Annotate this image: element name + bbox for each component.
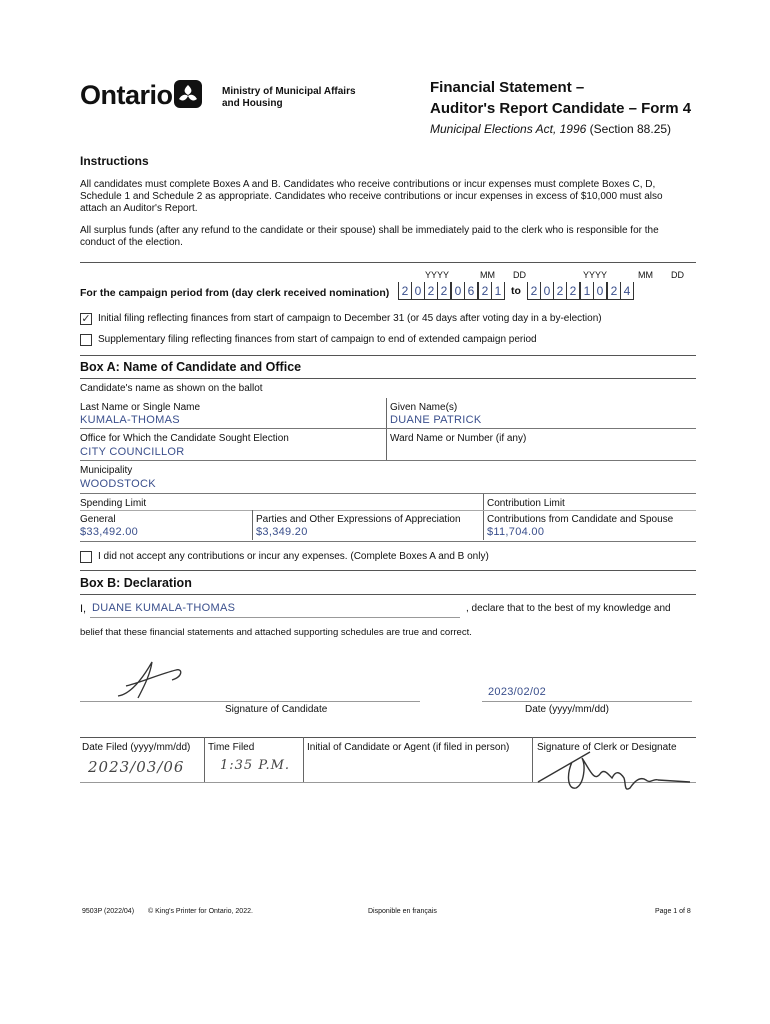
office-label: Office for Which the Candidate Sought Election bbox=[80, 433, 289, 444]
box-a-title: Box A: Name of Candidate and Office bbox=[80, 360, 302, 374]
to-date-field[interactable] bbox=[527, 282, 634, 300]
box-b-title: Box B: Declaration bbox=[80, 576, 192, 590]
to-digit: 2 bbox=[566, 282, 579, 299]
row-divider bbox=[80, 493, 696, 494]
time-filed-field[interactable]: 1:35 P.M. bbox=[220, 758, 291, 773]
last-name-label: Last Name or Single Name bbox=[80, 402, 201, 413]
filed-divider-1 bbox=[204, 737, 205, 782]
to-digit: 2 bbox=[553, 282, 566, 299]
last-name-field[interactable]: KUMALA-THOMAS bbox=[80, 414, 180, 426]
form-title-act bbox=[430, 122, 671, 136]
general-parties-divider bbox=[252, 510, 253, 540]
from-digit: 6 bbox=[464, 282, 477, 299]
contrib-spouse-label: Contributions from Candidate and Spouse bbox=[487, 514, 674, 525]
spending-limit-label: Spending Limit bbox=[80, 498, 147, 509]
date-label: Date (yyyy/mm/dd) bbox=[525, 704, 609, 715]
row-divider bbox=[80, 428, 696, 429]
copyright-notice: © King's Printer for Ontario, 2022. bbox=[148, 908, 253, 915]
act-section: (Section 88.25) bbox=[589, 122, 672, 136]
to-dd-header: DD bbox=[671, 270, 684, 280]
instructions-paragraph-1: All candidates must complete Boxes A and B. Candidates who receive contributions or incur expenses must complete Boxes C, D, Schedule 1 and Schedule 2 as appropriate. Candidates who receive contributions or incur expenses in excess of $10,000 must also attach an Auditor's Report. bbox=[80, 179, 663, 214]
page-number: Page 1 of 8 bbox=[655, 908, 691, 915]
parties-limit-label: Parties and Other Expressions of Appreciation bbox=[256, 514, 461, 525]
to-digit: 4 bbox=[620, 282, 633, 299]
ontario-logo-wordmark: Ontario bbox=[80, 80, 173, 110]
initial-filing-checkbox[interactable]: ✓ bbox=[81, 313, 91, 325]
to-yyyy-header: YYYY bbox=[583, 270, 608, 280]
form-title-line2: Auditor's Report Candidate – Form 4 bbox=[430, 100, 692, 117]
contrib-spouse-field[interactable]: $11,704.00 bbox=[487, 526, 545, 538]
to-digit: 2 bbox=[527, 282, 540, 299]
campaign-period-label: For the campaign period from (day clerk received nomination) bbox=[80, 287, 390, 299]
general-limit-field[interactable]: $33,492.00 bbox=[80, 526, 139, 538]
instructions-paragraph-2: All surplus funds (after any refund to the candidate or their spouse) shall be immediately paid to the clerk who is responsible for the conduct of the election. bbox=[80, 225, 659, 248]
parties-limit-field[interactable]: $3,349.20 bbox=[256, 526, 308, 538]
instructions-heading: Instructions bbox=[80, 154, 149, 168]
ballot-name-label: Candidate's name as shown on the ballot bbox=[80, 383, 263, 394]
ministry-name: Ministry of Municipal Affairs and Housing bbox=[222, 86, 356, 109]
date-line bbox=[482, 701, 692, 702]
section-divider bbox=[80, 262, 696, 263]
given-name-label: Given Name(s) bbox=[390, 402, 458, 413]
row-divider bbox=[80, 510, 696, 511]
no-contributions-label: I did not accept any contributions or incur any expenses. (Complete Boxes A and B only) bbox=[98, 551, 489, 562]
signature-label: Signature of Candidate bbox=[225, 704, 328, 715]
from-digit: 2 bbox=[477, 282, 491, 299]
declarant-underline bbox=[90, 617, 460, 618]
from-dd-header: DD bbox=[513, 270, 526, 280]
declaration-belief: belief that these financial statements and attached supporting schedules are true and correct. bbox=[80, 627, 472, 638]
from-digit: 2 bbox=[437, 282, 450, 299]
no-contributions-checkbox[interactable] bbox=[80, 551, 92, 563]
act-name: Municipal Elections Act, 1996 bbox=[430, 122, 587, 136]
given-name-field[interactable]: DUANE PATRICK bbox=[390, 414, 482, 426]
row-divider bbox=[80, 541, 696, 542]
supplementary-filing-checkbox[interactable] bbox=[80, 334, 92, 346]
declarant-name-field[interactable]: DUANE KUMALA-THOMAS bbox=[92, 602, 236, 614]
to-mm-header: MM bbox=[638, 270, 653, 280]
municipality-field[interactable]: WOODSTOCK bbox=[80, 478, 156, 490]
from-digit: 0 bbox=[411, 282, 424, 299]
declaration-date-field[interactable]: 2023/02/02 bbox=[488, 686, 547, 698]
spending-contrib-divider bbox=[483, 494, 484, 540]
box-b-top-rule bbox=[80, 570, 696, 571]
clerk-signature-icon bbox=[530, 748, 700, 796]
date-filed-field[interactable]: 2023/03/06 bbox=[88, 758, 185, 776]
candidate-signature-icon bbox=[112, 656, 262, 702]
signature-line bbox=[80, 701, 420, 702]
clerk-signature-label: Signature of Clerk or Designate bbox=[537, 742, 677, 753]
trillium-logo-icon bbox=[174, 80, 202, 108]
box-a-title-rule bbox=[80, 378, 696, 379]
from-mm-header: MM bbox=[480, 270, 495, 280]
from-digit: 2 bbox=[424, 282, 437, 299]
candidate-signature-field[interactable] bbox=[112, 656, 262, 702]
from-yyyy-header: YYYY bbox=[425, 270, 450, 280]
declaration-i-prefix: I, bbox=[80, 603, 87, 615]
initial-filing-label: Initial filing reflecting finances from start of campaign to December 31 (or 45 days after voting day in a by-election) bbox=[98, 313, 602, 324]
to-digit: 1 bbox=[579, 282, 593, 299]
date-filed-label: Date Filed (yyyy/mm/dd) bbox=[82, 742, 191, 753]
initial-agent-label: Initial of Candidate or Agent (if filed in person) bbox=[307, 742, 510, 753]
box-a-top-rule bbox=[80, 355, 696, 356]
french-availability: Disponible en français bbox=[368, 908, 437, 915]
to-digit: 0 bbox=[593, 282, 606, 299]
general-limit-label: General bbox=[80, 514, 116, 525]
row-divider bbox=[80, 460, 696, 461]
campaign-period-dates bbox=[398, 282, 634, 300]
declaration-suffix: , declare that to the best of my knowledge and bbox=[466, 603, 671, 614]
time-filed-label: Time Filed bbox=[208, 742, 255, 753]
form-code: 9503P (2022/04) bbox=[82, 908, 135, 915]
box-b-title-rule bbox=[80, 594, 696, 595]
supplementary-filing-label: Supplementary filing reflecting finances from start of campaign to end of extended campaign period bbox=[98, 334, 537, 345]
to-digit: 2 bbox=[606, 282, 620, 299]
clerk-signature-field[interactable] bbox=[530, 748, 700, 796]
municipality-label: Municipality bbox=[80, 465, 133, 476]
contribution-limit-label: Contribution Limit bbox=[487, 498, 565, 509]
from-digit: 2 bbox=[398, 282, 411, 299]
office-field[interactable]: CITY COUNCILLOR bbox=[80, 446, 185, 458]
to-digit: 0 bbox=[540, 282, 553, 299]
from-digit: 0 bbox=[450, 282, 464, 299]
filed-section-rule bbox=[80, 737, 696, 738]
to-label: to bbox=[511, 285, 521, 297]
ward-label: Ward Name or Number (if any) bbox=[390, 433, 527, 444]
box-a-column-divider bbox=[386, 398, 387, 460]
from-date-field[interactable] bbox=[398, 282, 505, 300]
from-digit: 1 bbox=[491, 282, 504, 299]
filed-divider-2 bbox=[303, 737, 304, 782]
form-title-line1: Financial Statement – bbox=[430, 79, 585, 96]
